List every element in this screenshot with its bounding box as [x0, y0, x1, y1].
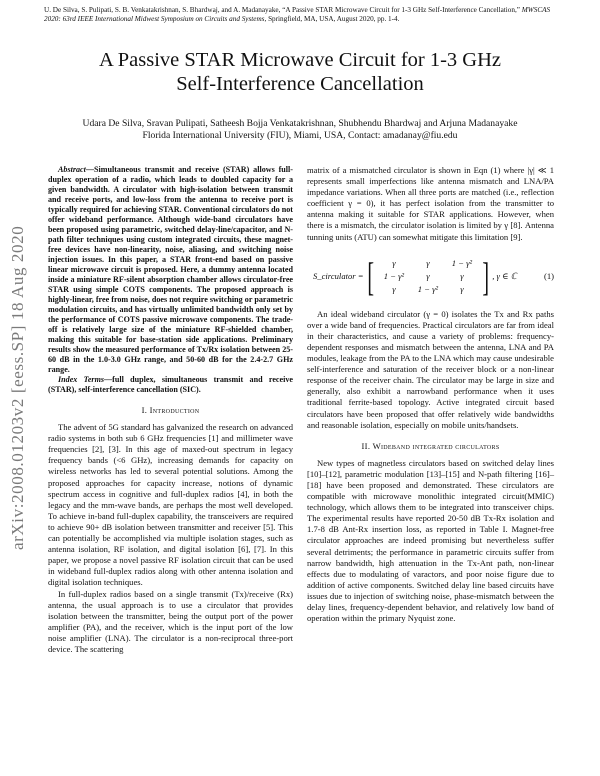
intro-paragraph-2: In full-duplex radios based on a single transmit (Tx)/receive (Rx) antenna, the usual approach is to use a circulator that provides isolation between the transmitter, being the output port of the power amplifier (PA), and the receiver, which is the input port of the low noise amplifier (LNA). The circulator is a non-reciprocal three-port device. The scattering [48, 588, 293, 654]
author-block [0, 118, 600, 141]
left-bracket: [ [366, 253, 374, 299]
citation-venue: MWSCAS 2020: 63rd IEEE International Midwest Symposium on Circuits and Systems [44, 6, 551, 23]
matrix-cell: γ [426, 258, 430, 269]
author-list: Udara De Silva, Sravan Pulipati, Satheesh Bojja Venkatakrishnan, Shubhendu Bhardwaj and Arjuna Madanayake [82, 118, 518, 129]
title-line-2: Self-Interference Cancellation [176, 73, 424, 95]
left-column [48, 165, 293, 655]
right-paragraph-1: matrix of a mismatched circulator is shown in Eqn (1) where |γ| ≪ 1 represents small imperfections like antenna mismatch and LNA/PA impedance variations. When all three ports are matched (i.e., reflection coefficient γ = 0), it has perfect isolation from the transmitter to antenna making it suitable for STAR applications. However, when there is a mismatch, the circulator isolation is limited by γ [8]. Antenna tunning units (ATU) can somewhat mitigate this limitation [9]. [307, 165, 554, 242]
abstract [48, 165, 293, 375]
matrix-cell: γ [392, 258, 396, 269]
matrix-cell: γ [392, 284, 396, 295]
equation-condition: , γ ∈ ℂ [492, 271, 517, 282]
title-line-1: A Passive STAR Microwave Circuit for 1-3 GHz [98, 49, 502, 71]
abstract-label: Abstract [58, 165, 86, 174]
equation-number: (1) [543, 271, 554, 282]
equation-lhs: S_circulator = [313, 271, 364, 282]
paper-title [0, 48, 600, 96]
index-terms [48, 375, 293, 395]
matrix-cell: γ [426, 271, 430, 282]
right-paragraph-2: An ideal wideband circulator (γ = 0) isolates the Tx and Rx paths over a wide band of frequencies. Practical circulators are far from ideal in their characteristics, and cause a variety of problems: frequency-dependent responses and mismatch between the antenna, LNA and PA modules, leakage from the PA to the LNA which may cause undesirable self-interference and saturation of the receiver block or a non-linear response of the receiver chain. The circulator may be large in size and generally, also exhibit a narrowband performance when it uses traditional ferrite-based topology. Active integrated circuit based circulators have been proposed that offer relatively wide bandwidths and reasonable isolation, especially on mobile units/handsets. [307, 308, 554, 430]
index-terms-label: Index Terms [58, 375, 105, 384]
matrix-cell: 1 − γ² [417, 284, 439, 295]
citation-header [44, 6, 564, 24]
right-column [307, 165, 554, 624]
citation-authors-title: U. De Silva, S. Pulipati, S. B. Venkatakrishnan, S. Bhardwaj, and A. Madanayake, “A Passive STAR Microwave Circuit for 1-3 GHz Self-Interference Cancellation,” [44, 6, 520, 14]
section-2-paragraph-1: New types of magnetless circulators based on switched delay lines [10]–[12], parametric modulation [13]–[15] and N-path filtering [16]–[18] have been proposed and demonstrated. These circulators are compatible with microwave monolithic integrated circuit(MMIC) technology, which allows them to be integrated into transceiver chips. The experimental results have reported 20-50 dB Tx-Rx isolation and 1.7-8 dB Ant-Rx insertion loss, as reported in Table I. Magnet-free circulator approaches are indeed promising but nevertheless suffer several detriments; the performance in parametric circuits suffer from narrow bandwidth, high attenuation in the Tx-Ant path, non-linear effects due to modulating of varactors, and poor noise figure due to addition of active components. Switched delay line based circuits have issues due to injection of switching noise, phase-mismatch between the delay lines, frequency-dependent behavior, and relatively low band of operation within the primary Nyquist zone. [307, 457, 554, 624]
scattering-matrix [377, 258, 479, 295]
equation-body [307, 253, 517, 299]
arxiv-stamp[interactable]: arXiv:2008.01203v2 [eess.SP] 18 Aug 2020 [8, 225, 27, 550]
matrix-cell: 1 − γ² [383, 271, 405, 282]
equation-1 [307, 253, 554, 299]
index-terms-text: —full duplex, simultaneous transmit and receive (STAR), self-interference cancellation (SIC). [48, 375, 294, 394]
intro-paragraph-1: The advent of 5G standard has galvanized the research on advanced radio systems in both sub 6 GHz frequencies [1] and millimeter wave frequencies [2], [3]. In this age of maxed-out spectrum in legacy frequency bands (<6 GHz), increasing demands for capacity on wireless networks has led to several potential solutions. Among the proposed approaches for capacity increase, notions of dynamic spectrum access in cognitive and full-duplex radios [4], in both the legacy and the mm-wave bands, are perhaps the most well developed. To achieve in-band full-duplex capability, the transceivers are required to achieve 90+ dB isolation between transmitter and receiver [5]. This can potentially be accomplished via multiple isolation stages, such as antenna isolation, RF isolation, and digital isolation [6], [7]. In this paper, we propose a novel passive RF isolation circuit that can be used in wideband full-duplex radios along with other antenna isolation and digital isolation techniques. [48, 422, 293, 588]
affiliation: Florida International University (FIU), Miami, USA, Contact: amadanay@fiu.edu [142, 129, 458, 141]
right-bracket: ] [482, 253, 489, 299]
abstract-text: —Simultaneous transmit and receive (STAR) allows full-duplex operation of a radio, which leads to doubled capacity for a given bandwidth. A circulator with high-isolation between transmit and receive ports, and low-loss from the antenna to receive port is typically required for achieving STAR. Conventional circulators do not offer wideband performance. Although wide-band circulators have been proposed using parametric, switched delay-line/capacitor, and N-path filter techniques using custom integrated circuits, these magnet-free devices have non-linearity, noise, aliasing, and switching noise injection issues. In this paper, a STAR front-end based on passive linear microwave circuit is proposed. Here, a dummy antenna located inside a miniature RF-silent absorption chamber allows circulator-free STAR using simple COTS components. The proposed approach is highly-linear, free from noise, does not require switching or parametric modulation circuits, and has virtually unlimited bandwidth only set by the performance of COTS passive microwave components. The trade-off is relatively large size of the miniature RF-shielded chamber, making this suitable for base-station side applications. Preliminary results show the measured performance of Tx/Rx isolation between 25-60 dB in the 1.0-3.0 GHz range, and 50-60 dB for the 2.4-2.7 GHz range. [48, 165, 293, 374]
section-2-heading: II. Wideband integrated circulators [361, 440, 500, 451]
section-1-heading: I. Introduction [141, 405, 200, 415]
matrix-cell: 1 − γ² [451, 258, 473, 269]
matrix-cell: γ [460, 271, 464, 282]
matrix-cell: γ [460, 284, 464, 295]
citation-tail: , Springfield, MA, USA, August 2020, pp. 1-4. [264, 15, 400, 23]
